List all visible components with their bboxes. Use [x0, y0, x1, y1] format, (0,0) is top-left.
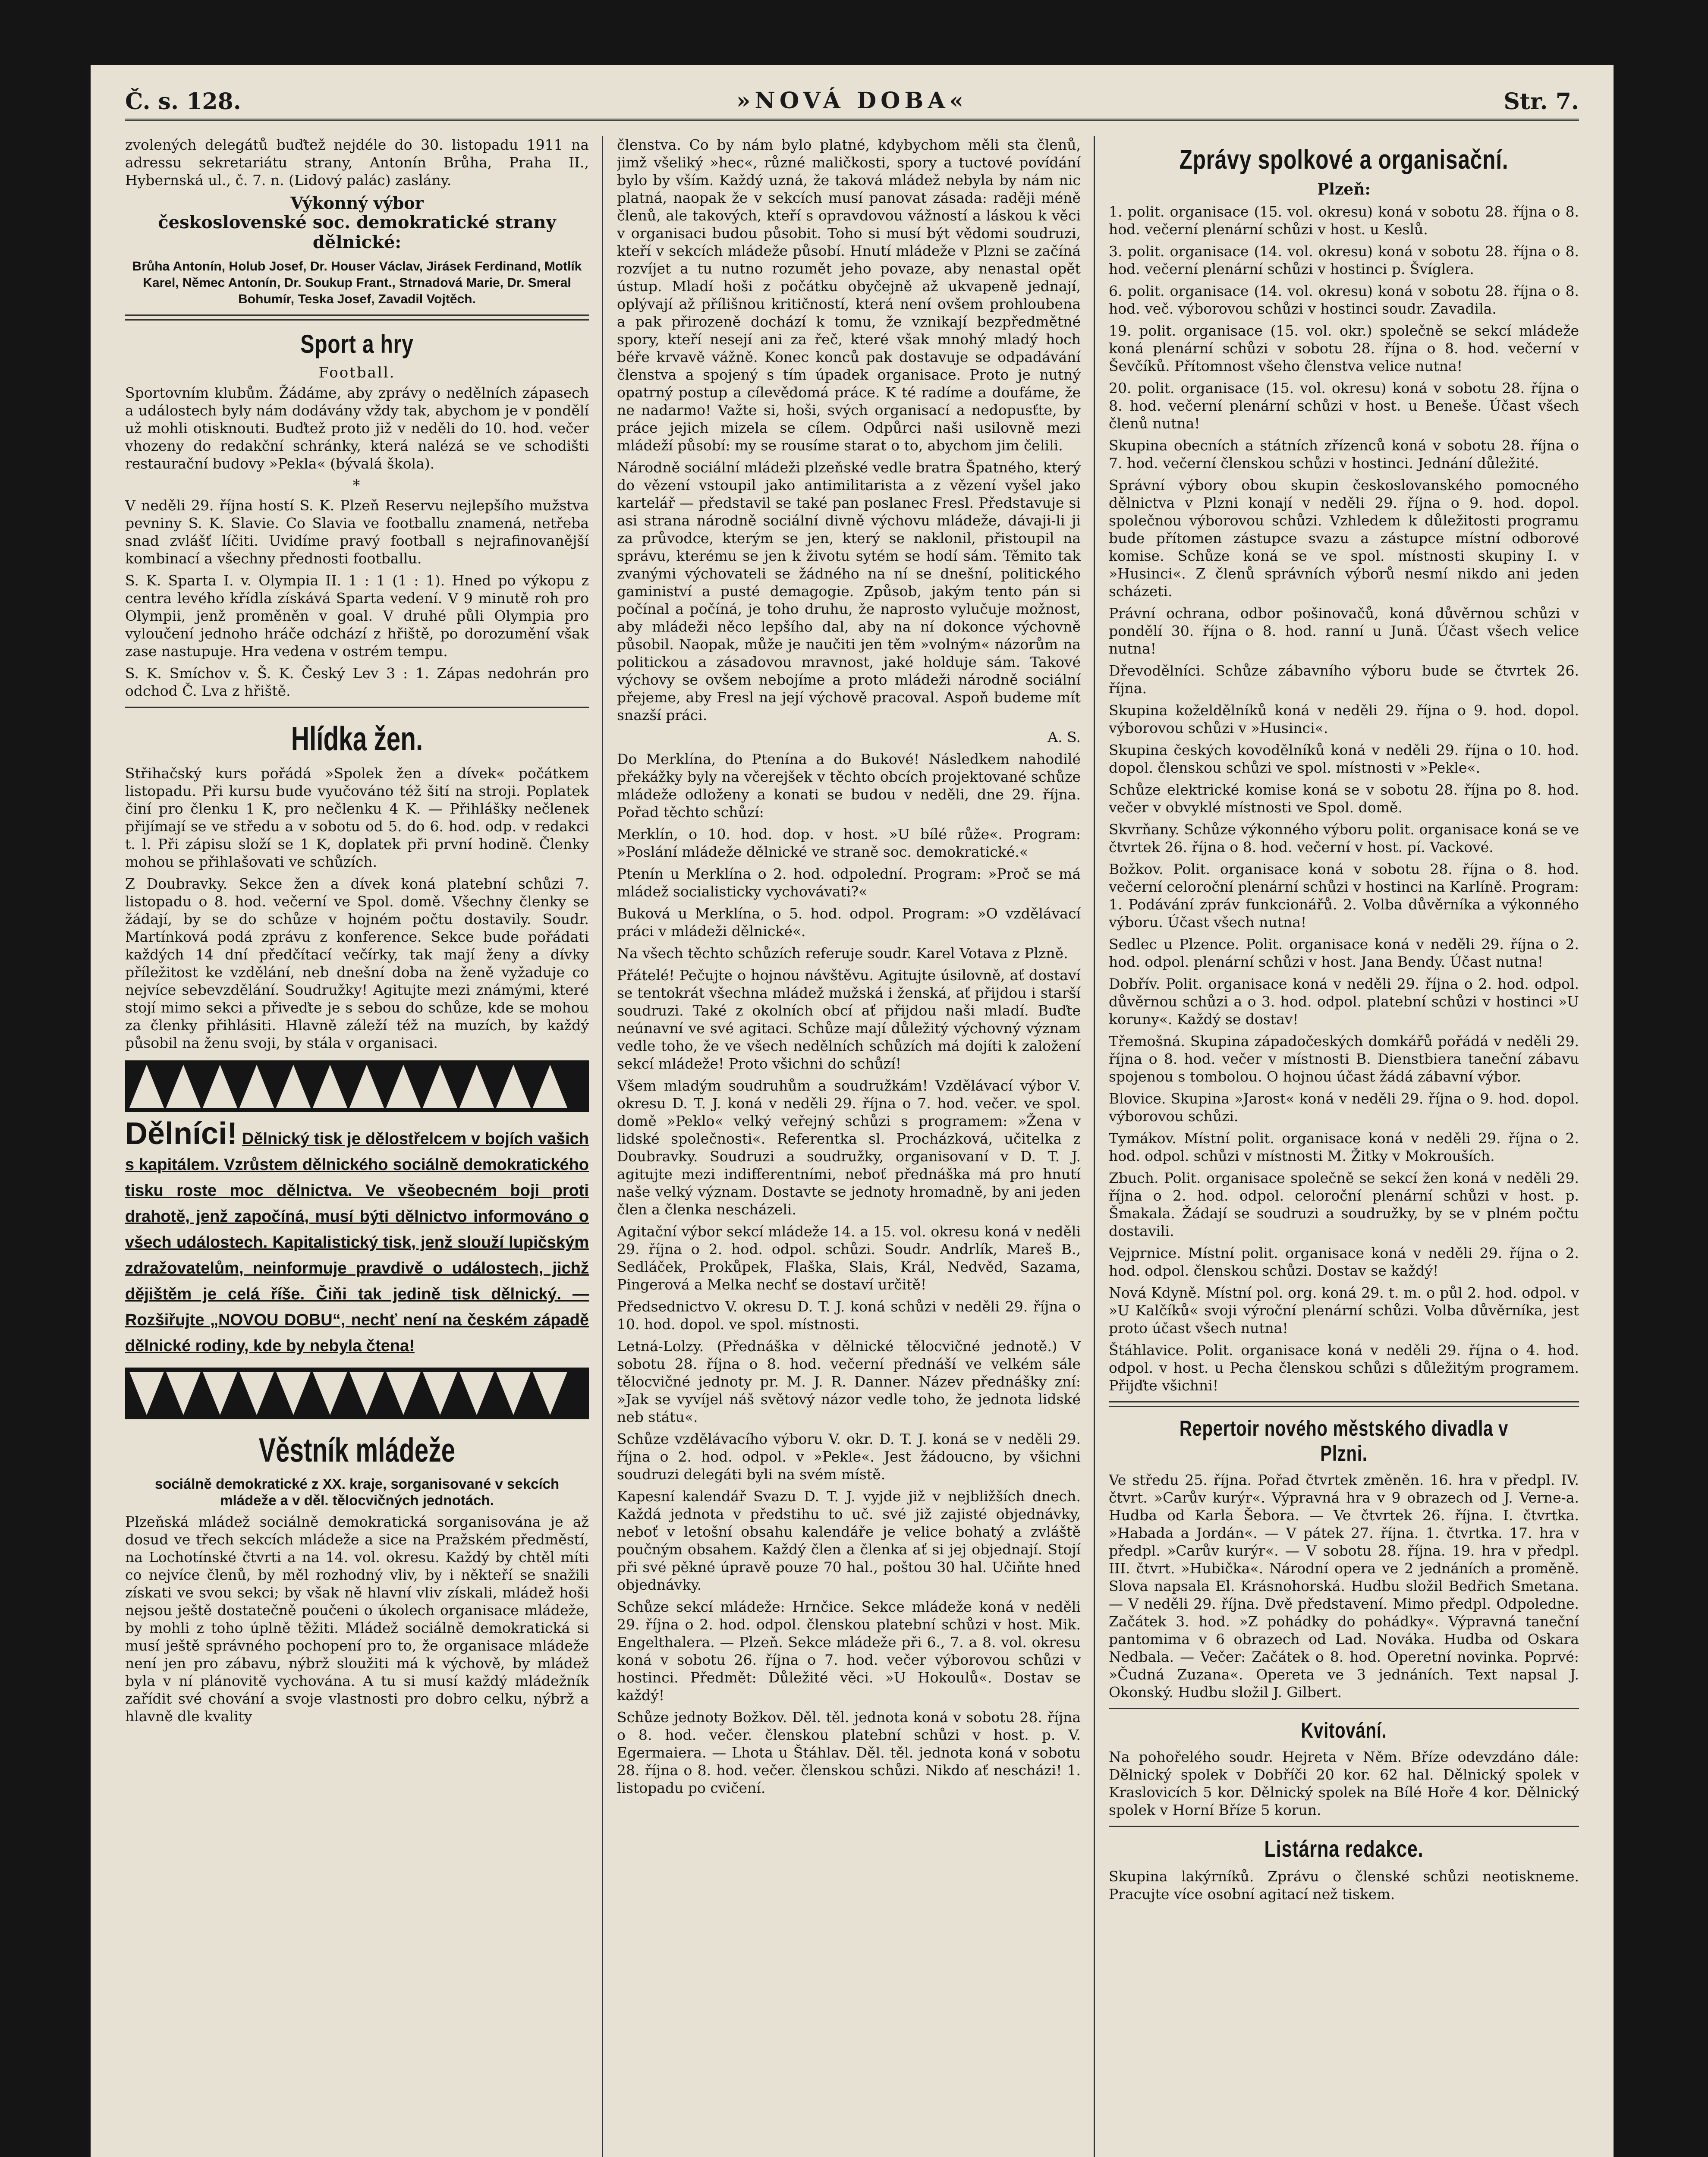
- paragraph: Letná-Lolzy. (Přednáška v dělnické tělocvičné jednotě.) V sobotu 28. října o 8. hod. večerní přednáší ve velkém sále tělocvičné jednoty pr. M. J. R. Danner. Název přednášky zní: »Jak se vyvíjel náš světový názor vedle toho, že jednota lidské neb státu«.: [617, 1338, 1081, 1425]
- section-rule: [125, 707, 589, 708]
- section-rule: [1109, 1401, 1579, 1407]
- paragraph: 19. polit. organisace (15. vol. okr.) společně se sekcí mládeže koná plenární schůzi v sobotu 28. října o 8. hod. večerní v Ševčíků. Přítomnost všeho členstva velice nutna!: [1109, 322, 1579, 374]
- paragraph: 20. polit. organisace (15. vol. okresu) koná v sobotu 28. října o 8. hod. večerní plenární schůzi v host. u Beneše. Účast všech členů nutna!: [1109, 380, 1579, 432]
- paragraph: Skupina obecních a státních zřízenců koná v sobotu 28. října o 7. hod. večerní členskou schůzi v hostinci. Jednání důležité.: [1109, 437, 1579, 472]
- paragraph: Buková u Merklína, o 5. hod. odpol. Program: »O vzdělávací práci v mládeži dělnické«.: [617, 905, 1081, 940]
- paragraph: Dřevodělníci. Schůze zábavního výboru bude se čtvrtek 26. října.: [1109, 662, 1579, 697]
- paragraph: Kapesní kalendář Svazu D. T. J. vyjde již v nejbližších dnech. Každá jednota v předstihu to uč. své již zajisté objednávky, neboť v letošní obsahu kalendáře je velice bohatý a zvláště poučným obsahem. Každý člen a členka ať si jej objednají. Stojí při své pěkné úpravě pouze 70 hal., poštou 30 hal. Učiňte hned objednávky.: [617, 1488, 1081, 1593]
- paragraph: Ptenín u Merklína o 2. hod. odpolední. Program: »Proč se má mládež socialisticky vychovávati?«: [617, 865, 1081, 900]
- paragraph: Správní výbory obou skupin českoslovanského pomocného dělnictva v Plzni konají v neděli 29. října o 9. hod. dopol. společnou výborovou schůzi. Vzhledem k důležitosti programu bude přítomen zástupce svazu a zástupce místní odborové komise. Schůze koná se ve spol. místnosti skupiny I. v »Husinci«. Z členů správních výborů nesmí nikdo ani jeden scházeti.: [1109, 477, 1579, 600]
- committee-names: Brůha Antonín, Holub Josef, Dr. Houser Václav, Jirásek Ferdinand, Motlík Karel, Němec Antonín, Dr. Soukup Frant., Strnadová Marie, Dr. Smeral Bohumír, Teska Josef, Zavadil Vojtěch.: [132, 259, 582, 306]
- ornamental-border: [125, 1368, 589, 1419]
- advertisement-box: [125, 1116, 589, 1359]
- paragraph: Božkov. Polit. organisace koná v sobotu 28. října o 8. hod. večerní celoroční plenární schůzi v hostinci na Karlíně. Program: 1. Podávání zpráv funkcionářů. 2. Volba důvěrníka a výkonného výboru. Účast všech nutna!: [1109, 861, 1579, 931]
- paragraph: Střihačský kurs pořádá »Spolek žen a dívek« počátkem listopadu. Při kursu bude vyučováno též šití na stroji. Poplatek činí pro členku 1 K, pro nečlenku 4 K. — Přihlášky nečlenek přijímají se ve středu a v sobotu od 5. do 6. hod. odp. v redakci t. l. Při zápisu složí se 1 K, doplatek při první hodině. Členky mohou se přihlašovati ve schůzích.: [125, 765, 589, 870]
- section-rule: [125, 314, 589, 321]
- running-head: [125, 84, 1579, 121]
- paragraph: V neděli 29. října hostí S. K. Plzeň Reservu nejlepšího mužstva pevniny S. K. Slavie. Co Slavia ve footballu znamená, netřeba snad zvlášť líčiti. Uvidíme pravý football s nejrafinovanější kombinací a všechny přednosti footballu.: [125, 497, 589, 567]
- section-heading-theatre: Repertoir nového městského divadla v Plzni.: [1179, 1416, 1509, 1465]
- paragraph: Dobřív. Polit. organisace koná v neděli 29. října o 2. hod. odpol. důvěrnou schůzi a o 3. hod. odpol. platební schůzi v hostinci »U koruny«. Každý se dostav!: [1109, 975, 1579, 1028]
- paragraph: Schůze vzdělávacího výboru V. okr. D. T. J. koná se v neděli 29. října o 2. hod. odpol. v »Pekle«. Jest žádoucno, by všichni soudruzi delegáti byli na svém místě.: [617, 1431, 1081, 1483]
- paragraph: Do Merklína, do Ptenína a do Bukové! Následkem nahodilé překážky byly na včerejšek v těchto obcích projektované schůze mládeže odloženy a konati se budou v neděli, dne 29. října. Pořad těchto schůzí:: [617, 751, 1081, 821]
- paragraph: Přátelé! Pečujte o hojnou návštěvu. Agitujte úsilovně, ať dostaví se tentokrát všechna mládež mužská i ženská, ať přijdou i starší soudruzi. Také z okolních obcí ať přijdou naši mladí. Buďte neúnavní ve své agitaci. Schůze mají důležitý výchovný význam vedle toho, že ve všech nedělních schůzích má dojíti k založení sekcí mládeže! Proto všichni do schůzí!: [617, 967, 1081, 1072]
- paragraph: Na všech těchto schůzích referuje soudr. Karel Votava z Plzně.: [617, 945, 1068, 962]
- paragraph: Všem mladým soudruhům a soudružkám! Vzdělávací výbor V. okresu D. T. J. koná v neděli 29. října o 7. hod. večer. ve spol. domě »Peklo« velký veřejný schůzi s programem: »Žena v lidské společnosti«. Referentka sl. Procházková, učitelka z Doubravky. Soudruzi a soudružky, organisovaní v D. T. J. agitujte mezi indifferentními, neboť přednáška má pro hnutí naše velký význam. Dostavte se jednoty hromadně, by ani jeden člen a členka nescházeli.: [617, 1077, 1081, 1218]
- newspaper-page: [91, 65, 1614, 2157]
- column-divider: [1094, 136, 1095, 2157]
- paragraph: Plzeňská mládež sociálně demokratická sorganisována je až dosud ve třech sekcích mládeže a sice na Pražském předměstí, na Lochotínské čtvrti a na 14. vol. okresu. Každý by chtěl míti co nejvíce členů, by měl rozhodný vliv, by i někteří se snažili získati ve svou sekci; by však ně hlavní vliv získali, mládež hoši nejsou ještě dostatečně poučeni o úkolech organisace mládeže, by mohli z toho úplně těžiti. Mládež sociálně demokratická si musí ještě správného pochopení pro to, že organisace mládeže není jen pro zábavu, nýbrž sloužiti má k výchově, by mládež byla v ní plánovitě vychována. A tu si musí každý mládežník zařídit své chování a svoje vlastnosti pro dobro celku, nýbrž a hlavně dle kvality: [125, 1513, 589, 1725]
- paragraph: S. K. Sparta I. v. Olympia II. 1 : 1 (1 : 1). Hned po výkopu z centra levého křídla získává Sparta vedení. V 9 minutě roh pro Olympii, jenž proměněn v goal. V druhé půli Olympia pro vyloučení jednoho hráče odchází z hřiště, po dorozumění však zase nastupuje. Hra vedena v ostrém tempu.: [125, 572, 589, 660]
- page-number: Str. 7.: [1504, 88, 1579, 115]
- paragraph: Schůze elektrické komise koná se v sobotu 28. října po 8. hod. večer v obvyklé místnosti ve Spol. domě.: [1109, 781, 1579, 816]
- section-heading-women: Hlídka žen.: [291, 720, 423, 758]
- paragraph: Na pohořelého soudr. Hejreta v Něm. Bříze odevzdáno dále: Dělnický spolek v Dobříči 20 kor. 62 hal. Dělnický spolek v Kraslovicích 5 kor. Dělnický spolek na Bílé Hoře 4 kor. Dělnický spolek v Horní Bříze 5 korun.: [1109, 1748, 1579, 1818]
- paragraph: Merklín, o 10. hod. dop. v host. »U bílé růže«. Program: »Poslání mládeže dělnické ve straně soc. demokratické.«: [617, 826, 1081, 860]
- paragraph: Sportovním klubům. Žádáme, aby zprávy o nedělních zápasech a událostech byly nám dodávány vždy tak, abychom je v pondělí už mohli otisknouti. Buďtež proto již v neděli do 10. hod. večer vhozeny do redakční schránky, která nalézá se ve schodišti restaurační budovy »Pekla« (bývalá škola).: [125, 384, 589, 472]
- ad-headline: Dělníci!: [125, 1116, 238, 1151]
- committee-party: československé soc. demokratické strany dělnické:: [158, 212, 556, 252]
- paragraph: Předsednictvo V. okresu D. T. J. koná schůzi v neděli 29. října o 10. hod. dopol. ve spol. místnosti.: [617, 1298, 1081, 1333]
- paragraph: Z Doubravky. Sekce žen a dívek koná platební schůzi 7. listopadu o 8. hod. večerní ve Spol. domě. Všechny členky se žádají, by se do schůze v hojném počtu dostavily. Soudr. Martínková podá zprávu z konference. Sekce bude pořádati každých 14 dní předčítací večírky, tak mají ženy a dívky příležitost ke vzdělání, neb dnešní doba na ženě vyžaduje co nejvíce sebevzdělání. Soudružky! Agitujte mezi známými, které stojí mimo sekci a přiveďte je s sebou do schůze, kde se mohou za členky přihlásiti. Hlavně záleží též na muzích, by každý působil na ženu svoji, by stála v organisaci.: [125, 875, 589, 1051]
- paragraph: Nová Kdyně. Místní pol. org. koná 29. t. m. o půl 2. hod. odpol. v »U Kalčíků« svoji výroční plenární schůzi. Volba důvěrníka, jest proto účast všech nutna!: [1109, 1284, 1579, 1336]
- paragraph: 1. polit. organisace (15. vol. okresu) koná v sobotu 28. října o 8. hod. večerní plenární schůzi v host. u Keslů.: [1109, 203, 1579, 238]
- paragraph: Štáhlavice. Polit. organisace koná v neděli 29. října o 4. hod. odpol. v host. u Pecha členskou schůzi s důležitým programem. Přijďte všichni!: [1109, 1342, 1579, 1394]
- paragraph: Agitační výbor sekcí mládeže 14. a 15. vol. okresu koná v neděli 29. října o 2. hod. odpol. schůzi. Soudr. Andrlík, Mareš B., Sedláček, Prokůpek, Flaška, Slais, Král, Nedvěd, Sazama, Pingerová a Melka nechť se dostaví určitě!: [617, 1223, 1081, 1293]
- section-heading-letters: Listárna redakce.: [1264, 1836, 1424, 1862]
- column-divider: [602, 136, 603, 2157]
- section-heading-receipts: Kvitování.: [1301, 1718, 1387, 1742]
- paragraph: S. K. Smíchov v. Š. K. Český Lev 3 : 1. Zápas nedohrán pro odchod Č. Lva z hřiště.: [125, 665, 589, 699]
- paragraph: Národně sociální mládeži plzeňské vedle bratra Špatného, který do vězení vstoupil jako antimilitarista a z vězení vyšel jako kartelář — představil se také pan poslanec Fresl. Představuje si asi strana národně sociální divně výchovu mládeže, dávaji-li ji za průvodce, kterým se jen, který se naklonil, přistoupil na správu, kterému se jen k životu sytém se hodí sám. Těmito tak zvanými výchovateli se žádného na ní se dnešní, politického gaministví a pusté demagogie. Způsob, jakým tento pán si počínal a počíná, je toho druhu, že naprosto vylučuje možnost, aby mládeži něco lepšího dal, aby na ní dokonce výchovně působil. Naopak, může je naučiti jen těm »volným« názorům na politickou a zásadovou mravnost, jaké holduje sám. Takové výchovy se ovšem nebojíme a proto mládeži národně sociální přejeme, aby Fresl na její výchově pracoval. Aspoň budeme mít snazší práci.: [617, 459, 1081, 723]
- signature: A. S.: [1047, 729, 1081, 745]
- column-2: [617, 136, 1081, 2157]
- section-rule: [1109, 1826, 1579, 1827]
- masthead-title: »NOVÁ DOBA«: [736, 88, 968, 114]
- subheading-city: Plzeň:: [1317, 180, 1371, 198]
- paragraph: Ve středu 25. října. Pořad čtvrtek změněn. 16. hra v předpl. IV. čtvrt. »Carův kurýr«. Výpravná hra v 9 obrazech od J. Verne-a. Hudba od Karla Šebora. — Ve čtvrtek 26. října. I. čtvrtka. »Habada a Jordán«. — V pátek 27. října. 1. čtvrtka. 17. hra v předpl. »Carův kurýr«. — V sobotu 28. října. 19. hra v předpl. III. čtvrt. »Hubička«. Národní opera ve 2 jednáních a proměně. Slova napsala El. Krásnohorská. Hudbu složil Bedřich Smetana. — V neděli 29. října. Dvě představení. Mimo předpl. Odpoledne. Začátek 3. hod. »Z pohádky do pohádky«. Výpravná taneční pantomima v 6 obrazech od Lad. Nováka. Hudba od Oskara Nedbala. — Večer: Začátek o 8. hod. Operetní novinka. Poprvé: »Čudná Zuzana«. Opereta ve 3 jednáních. Text napsal J. Okonský. Hudbu složil J. Gilbert.: [1109, 1472, 1579, 1701]
- paragraph: členstva. Co by nám bylo platné, kdybychom měli sta členů, jimž všeliký »hec«, různé maličkosti, spory a tuctové povídání bylo by vším. Každý uzná, že taková mládež nebyla by nám nic platná, naopak že v sekcích musí panovat zásada: raději méně členů, ale takových, kteří s opravdovou vážností a láskou k věci v organisaci budou působit. Toho si musí být vědomi soudruzi, kteří v sekcích mládeže působí. Hnutí mládeže v Plzni se začíná rozvíjet a tu nutno rozumět jeho povaze, aby nenastal opět ústup. Mladí hoši z počátku obyčejně až ukvapeně jednají, oplývají až přílišnou kritičností, která není ovšem prohloubena a pak přirozeně dochází k tomu, že vznikají bezpředmětné spory, kteří nesejí ani za řeč, které však mnohý mladý hoch béře krvavě vážně. Konec konců pak dostavuje se odpadávání členstva a spojený s tím úpadek organisace. Proto je nutný opatrný postup a cílevědomá práce. K té radíme a doufáme, že ne nadarmo! Važte si, hoši, svých organisací a nedopusťte, by práce jejich mizela se cílem. Odpůrci naši usilovně mezi mládeží působí: my se rousíme starat o to, abychom jim čelili.: [617, 136, 1081, 454]
- section-heading-associations: Zprávy spolkové a organisační.: [1179, 145, 1509, 175]
- section-heading-youth: Věstník mládeže: [258, 1431, 456, 1469]
- section-heading-sport: Sport a hry: [300, 330, 414, 358]
- paragraph: Právní ochrana, odbor pošinovačů, koná důvěrnou schůzi v pondělí 30. října o 8. hod. ranní u Jună. Účast všech velice nutna!: [1109, 605, 1579, 657]
- column-3: [1109, 136, 1579, 2157]
- youth-subtitle: sociálně demokratické z XX. kraje, sorganisované v sekcích mládeže a v děl. tělocvičných jednotách.: [154, 1476, 560, 1508]
- paragraph: Skvrňany. Schůze výkonného výboru polit. organisace koná se ve čtvrtek 26. října o 8. hod. večerní v host. pí. Vackové.: [1109, 821, 1579, 855]
- ad-text: Dělnický tisk je dělostřelcem v bojích vašich s kapitálem. Vzrůstem dělnického sociálně demokratického tisku roste moc dělnictva. Ve všeobecném boji proti drahotě, jenž započíná, musí býti dělnictvo informováno o všech událostech. Kapitalistický tisk, jenž slouží lupičským zdražovatelům, neinformuje pravdivě o událostech, jichž dějištěm je celá říše. Čiňi tak jedině tisk dělnický. — Rozšiřujte „NOVOU DOBU“, nechť není na českém západě dělnické rodiny, kde by nebyla čtena!: [125, 1130, 589, 1355]
- paragraph: Tymákov. Místní polit. organisace koná v neděli 29. října o 2. hod. odpol. schůzi v místnosti M. Žitky v Mokrouších.: [1109, 1130, 1579, 1164]
- paragraph: Skupina koželdělníků koná v neděli 29. října o 9. hod. dopol. výborovou schůzi v »Husinci«.: [1109, 702, 1579, 736]
- ornamental-border: [125, 1060, 589, 1112]
- paragraph: zvolených delegátů buďtež nejdéle do 30. listopadu 1911 na adressu sekretariátu strany, Antonín Brůha, Praha II., Hybernská ul., č. 7. n. (Lidový palác) zaslány.: [125, 136, 589, 189]
- paragraph: 3. polit. organisace (14. vol. okresu) koná v sobotu 28. října o 8. hod. večerní plenární schůzi v hostinci p. Švíglera.: [1109, 243, 1579, 277]
- paragraph: Schůze sekcí mládeže: Hrnčice. Sekce mládeže koná v neděli 29. října o 2. hod. odpol. členskou platební schůzi v host. Mik. Engelthalera. — Plzeň. Sekce mládeže při 6., 7. a 8. vol. okresu koná v sobotu 26. října o 7. hod. večer výborovou schůzi v hostinci. Předmět: Důležité věci. »U Hokoulů«. Dostav se každý!: [617, 1598, 1081, 1704]
- paragraph: Třemošná. Skupina západočeských domkářů pořádá v neděli 29. října o 8. hod. večer v místnosti B. Dienstbiera taneční zábavu spojenou s tombolou. O hojnou účast žádá zábavní výbor.: [1109, 1033, 1579, 1085]
- paragraph: Zbuch. Polit. organisace společně se sekcí žen koná v neděli 29. října o 2. hod. odpol. celoroční plenární schůzi v host. p. Šmakala. Žádají se soudruzi a soudružky, by se v plném počtu dostavili.: [1109, 1170, 1579, 1239]
- issue-number: Č. s. 128.: [125, 88, 241, 115]
- subheading-football: Football.: [318, 364, 396, 381]
- paragraph: Schůze jednoty Božkov. Děl. těl. jednota koná v sobotu 28. října o 8. hod. večer. členskou platební schůzi v host. p. V. Egermaiera. — Lhota u Štáhlav. Děl. těl. jednota koná v sobotu 28. října o 8. hod. večer. členskou schůzi. Nikdo ať nescházi! 1. listopadu po cvičení.: [617, 1709, 1081, 1796]
- paragraph: Skupina českých kovodělníků koná v neděli 29. října o 10. hod. dopol. členskou schůzi ve spol. místnosti v »Pekle«.: [1109, 742, 1579, 776]
- section-rule: [1109, 1708, 1579, 1709]
- paragraph: Sedlec u Plzence. Polit. organisace koná v neděli 29. října o 2. hod. odpol. plenární schůzi v host. Jana Bendy. Účast nutna!: [1109, 936, 1579, 970]
- separator-star: *: [352, 477, 362, 494]
- paragraph: 6. polit. organisace (14. vol. okresu) koná v sobotu 28. října o 8. hod. več. výborovou schůzi v hostinci soudr. Zavadila.: [1109, 283, 1579, 317]
- paragraph: Blovice. Skupina »Jarost« koná v neděli 29. října o 9. hod. dopol. výborovou schůzi.: [1109, 1090, 1579, 1125]
- column-1: [125, 136, 589, 2157]
- committee-title: Výkonný výbor: [290, 193, 424, 213]
- paragraph: Vejprnice. Místní polit. organisace koná v neděli 29. října o 2. hod. odpol. členskou schůzi. Dostav se každý!: [1109, 1245, 1579, 1279]
- paragraph: Skupina lakýrníků. Zprávu o členské schůzi neotiskneme. Pracujte více osobní agitací než tiskem.: [1109, 1868, 1579, 1902]
